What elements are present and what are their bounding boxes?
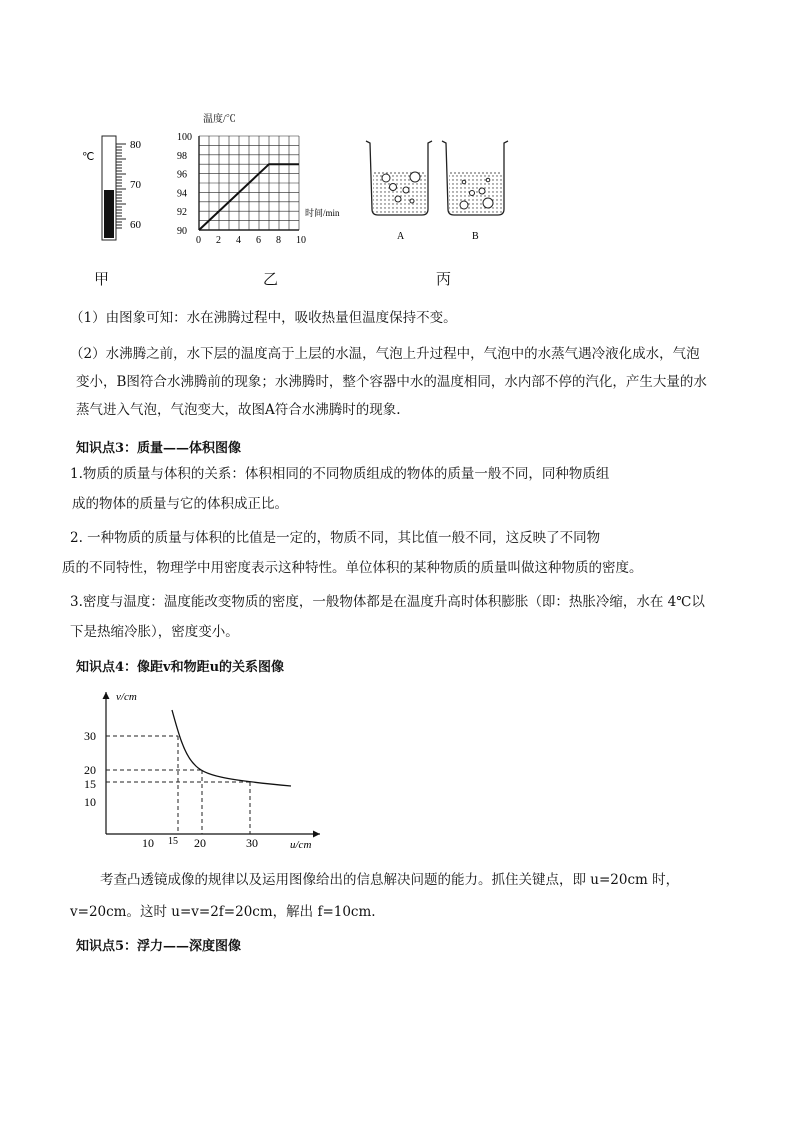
figure-label-yi: 乙 xyxy=(263,270,279,288)
figure-label-jia: 甲 xyxy=(94,270,110,288)
dashed-guides xyxy=(106,736,250,834)
section-3-item-3-line-1: 3.密度与温度：温度能改变物质的密度，一般物体都是在温度升高时体积膨胀（即：热胀冷缩，水在 4℃以 xyxy=(70,594,705,610)
beaker-b xyxy=(442,141,508,242)
section-3-heading: 知识点3：质量——体积图像 xyxy=(76,441,242,456)
graph-x-tick-label: 10 xyxy=(296,235,306,246)
graph-y-axis-label: 温度/℃ xyxy=(203,114,236,125)
thermometer-tick-60: 60 xyxy=(130,219,141,231)
graph-x-tick-label: 4 xyxy=(236,235,241,246)
graph-x-ticks xyxy=(196,235,306,246)
beaker-a xyxy=(366,141,432,242)
thermometer-unit: ℃ xyxy=(82,151,95,163)
u-tick-15: 15 xyxy=(168,836,178,847)
graph-x-tick-label: 6 xyxy=(256,235,261,246)
section-3-item-3-line-2: 下是热缩冷胀），密度变小。 xyxy=(70,624,239,640)
u-tick-20: 20 xyxy=(194,836,206,850)
section-3-item-1-line-1: 1.物质的质量与体积的关系：体积相同的不同物质组成的物体的质量一般不同，同种物质组 xyxy=(70,466,610,482)
section-3-item-1-line-2: 成的物体的质量与它的体积成正比。 xyxy=(72,496,288,512)
graph-y-tick-label: 100 xyxy=(177,132,192,143)
image-object-distance-graph xyxy=(76,684,336,854)
thermometer-liquid xyxy=(104,190,114,238)
u-tick-30: 30 xyxy=(246,836,258,850)
graph-x-tick-label: 2 xyxy=(216,235,221,246)
paragraph-2-line-3: 蒸气进入气泡，气泡变大，故图A符合水沸腾时的现象. xyxy=(76,402,401,418)
thermometer-tick-80: 80 xyxy=(130,139,141,151)
section-4-text-line-2: v=20cm。这时 u=v=2f=20cm，解出 f=10cm. xyxy=(70,904,376,920)
v-tick-15: 15 xyxy=(84,777,96,791)
figure-label-bing: 丙 xyxy=(436,270,452,288)
v-tick-20: 20 xyxy=(84,763,96,777)
graph-y-tick-label: 92 xyxy=(177,207,187,219)
graph-y-tick-label: 98 xyxy=(177,150,187,162)
beaker-a-label: A xyxy=(397,231,405,242)
paragraph-2-line-1: （2）水沸腾之前，水下层的温度高于上层的水温，气泡上升过程中，气泡中的水蒸气遇冷液化成水，气泡 xyxy=(70,346,700,362)
beakers-figure xyxy=(360,135,520,245)
thermometer-scale xyxy=(116,144,126,228)
graph-y-tick-label: 94 xyxy=(177,188,187,200)
v-tick-10: 10 xyxy=(84,795,96,809)
graph-x-tick-label: 0 xyxy=(196,235,201,246)
v-tick-30: 30 xyxy=(84,729,96,743)
graph-x-axis-label: 时间/min xyxy=(305,208,340,218)
temperature-time-graph xyxy=(175,110,360,250)
graph-x-tick-label: 8 xyxy=(276,235,281,246)
section-3-item-2-line-1: 2. 一种物质的质量与体积的比值是一定的，物质不同，其比值一般不同，这反映了不同物 xyxy=(70,530,601,546)
u-axis-label: u/cm xyxy=(290,839,312,851)
paragraph-2-line-2: 变小，B图符合水沸腾前的现象；水沸腾时，整个容器中水的温度相同，水内部不停的汽化，产生大量的水 xyxy=(76,374,707,390)
graph-y-tick-label: 96 xyxy=(177,169,187,181)
graph-y-ticks xyxy=(177,132,192,237)
u-tick-10: 10 xyxy=(142,836,154,850)
thermometer-tick-70: 70 xyxy=(130,179,141,191)
section-3-item-2-line-2: 质的不同特性，物理学中用密度表示这种特性。单位体积的某种物质的质量叫做这种物质的密度。 xyxy=(62,560,643,576)
paragraph-1: （1）由图象可知：水在沸腾过程中，吸收热量但温度保持不变。 xyxy=(70,310,457,326)
section-4-text-line-1: 考查凸透镜成像的规律以及运用图像给出的信息解决问题的能力。抓住关键点，即 u=20cm 时， xyxy=(100,872,680,888)
beaker-b-label: B xyxy=(472,231,479,242)
graph-y-tick-label: 90 xyxy=(177,226,187,237)
v-axis-label: v/cm xyxy=(116,691,137,703)
thermometer-figure xyxy=(78,130,158,245)
section-4-heading: 知识点4：像距v和物距u的关系图像 xyxy=(76,660,285,675)
section-5-heading: 知识点5：浮力——深度图像 xyxy=(76,939,242,954)
v-u-curve xyxy=(172,710,291,786)
